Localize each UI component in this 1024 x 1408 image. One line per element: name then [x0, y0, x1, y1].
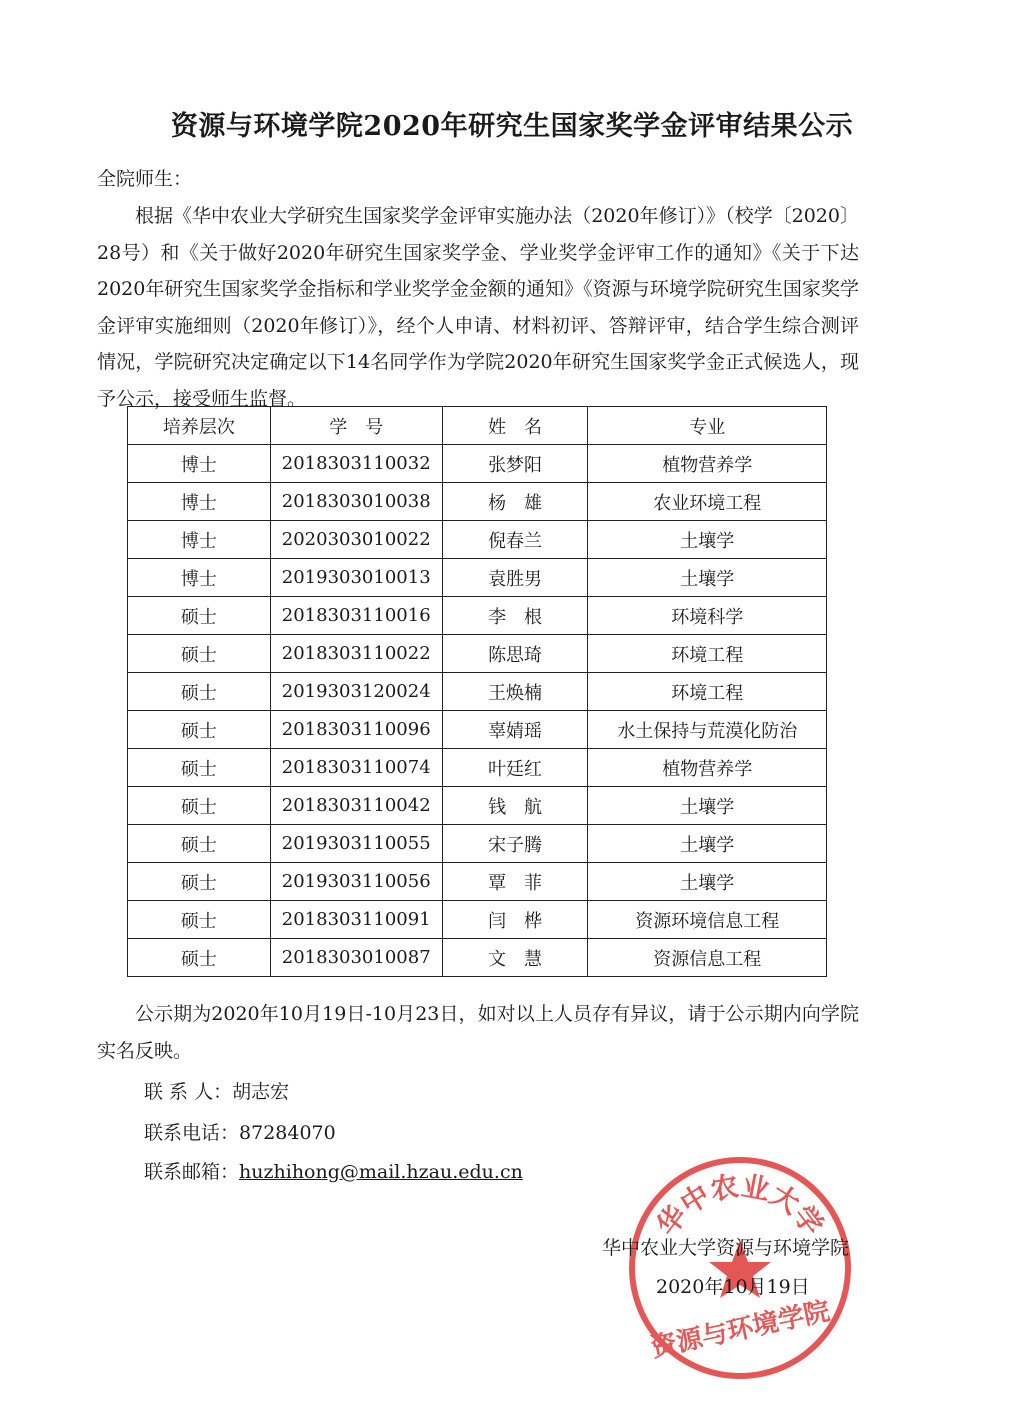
- table-row: [128, 559, 827, 597]
- cell-level: 硕士: [128, 597, 271, 635]
- cell-major: 土壤学: [588, 559, 827, 597]
- cell-name: 袁胜男: [442, 559, 588, 597]
- cell-student-id: 2018303110096: [270, 711, 442, 749]
- contact-email-label: 联系邮箱：: [144, 1161, 240, 1183]
- cell-student-id: 2019303110056: [270, 863, 442, 901]
- cell-student-id: 2019303110055: [270, 825, 442, 863]
- cell-level: 博士: [128, 445, 271, 483]
- cell-name: 张梦阳: [442, 445, 588, 483]
- cell-name: 倪春兰: [442, 521, 588, 559]
- table-row: [128, 749, 827, 787]
- table-row: [128, 939, 827, 977]
- official-seal: [620, 1148, 860, 1388]
- notice-paragraph: 公示期为2020年10月19日-10月23日，如对以上人员存有异议，请于公示期内向学院实名反映。: [97, 1003, 859, 1062]
- table-header-row: [128, 407, 827, 445]
- table-row: [128, 445, 827, 483]
- contact-phone-value: 87284070: [239, 1122, 336, 1144]
- cell-name: 王焕楠: [442, 673, 588, 711]
- cell-student-id: 2019303010013: [270, 559, 442, 597]
- cell-major: 植物营养学: [588, 445, 827, 483]
- contact-phone-label: 联系电话：: [144, 1122, 240, 1144]
- cell-name: 李 根: [442, 597, 588, 635]
- table-row: [128, 863, 827, 901]
- cell-major: 环境科学: [588, 597, 827, 635]
- cell-name: 覃 菲: [442, 863, 588, 901]
- cell-name: 闫 桦: [442, 901, 588, 939]
- cell-level: 博士: [128, 521, 271, 559]
- cell-student-id: 2018303110091: [270, 901, 442, 939]
- cell-level: 硕士: [128, 863, 271, 901]
- table-row: [128, 787, 827, 825]
- cell-name: 文 慧: [442, 939, 588, 977]
- cell-name: 辜婧瑶: [442, 711, 588, 749]
- table-row: [128, 635, 827, 673]
- cell-student-id: 2020303010022: [270, 521, 442, 559]
- table-row: [128, 825, 827, 863]
- seal-top-textpath: 华中农业大学: [650, 1169, 830, 1242]
- seal-bottom-text: 资源与环境学院: [648, 1296, 833, 1364]
- cell-major: 水土保持与荒漠化防治: [588, 711, 827, 749]
- cell-name: 叶廷红: [442, 749, 588, 787]
- cell-level: 博士: [128, 483, 271, 521]
- cell-major: 资源环境信息工程: [588, 901, 827, 939]
- cell-level: 硕士: [128, 825, 271, 863]
- table-row: [128, 901, 827, 939]
- cell-level: 硕士: [128, 673, 271, 711]
- contact-phone: [144, 1118, 336, 1145]
- table-row: [128, 483, 827, 521]
- signature-date: 2020年10月19日: [656, 1276, 810, 1298]
- cell-student-id: 2018303010087: [270, 939, 442, 977]
- contact-email: [144, 1157, 523, 1184]
- cell-major: 土壤学: [588, 787, 827, 825]
- intro-paragraph: 根据《华中农业大学研究生国家奖学金评审实施办法（2020年修订）》（校学〔2020〕28号）和《关于做好2020年研究生国家奖学金、学业奖学金评审工作的通知》《关于下达2020年研究生国家奖学金指标和学业奖学金金额的通知》《资源与环境学院研究生国家奖学金评审实施细则（2020年修订）》，经个人申请、材料初评、答辩评审，结合学生综合测评情况，学院研究决定确定以下14名同学作为学院2020年研究生国家奖学金正式候选人，现予公示，接受师生监督。: [97, 205, 859, 410]
- cell-student-id: 2018303110016: [270, 597, 442, 635]
- cell-level: 硕士: [128, 711, 271, 749]
- cell-major: 土壤学: [588, 521, 827, 559]
- cell-level: 博士: [128, 559, 271, 597]
- cell-major: 植物营养学: [588, 749, 827, 787]
- cell-major: 土壤学: [588, 863, 827, 901]
- cell-student-id: 2018303110032: [270, 445, 442, 483]
- cell-major: 土壤学: [588, 825, 827, 863]
- cell-student-id: 2018303110042: [270, 787, 442, 825]
- cell-student-id: 2018303010038: [270, 483, 442, 521]
- cell-name: 钱 航: [442, 787, 588, 825]
- cell-level: 硕士: [128, 939, 271, 977]
- header-name: 姓 名: [442, 407, 588, 445]
- header-student-id: 学 号: [270, 407, 442, 445]
- contact-person-label: 联 系 人：: [144, 1081, 233, 1103]
- signature-org: 华中农业大学资源与环境学院: [602, 1237, 850, 1259]
- cell-major: 资源信息工程: [588, 939, 827, 977]
- salutation: 全院师生：: [97, 168, 193, 190]
- contact-email-link[interactable]: huzhihong@mail.hzau.edu.cn: [239, 1161, 523, 1183]
- cell-name: 杨 雄: [442, 483, 588, 521]
- table-row: [128, 711, 827, 749]
- table-row: [128, 597, 827, 635]
- cell-name: 陈思琦: [442, 635, 588, 673]
- cell-major: 农业环境工程: [588, 483, 827, 521]
- header-major: 专业: [588, 407, 827, 445]
- cell-level: 硕士: [128, 749, 271, 787]
- table-row: [128, 673, 827, 711]
- candidate-table: [127, 406, 827, 977]
- cell-student-id: 2019303120024: [270, 673, 442, 711]
- table-row: [128, 521, 827, 559]
- cell-major: 环境工程: [588, 635, 827, 673]
- cell-major: 环境工程: [588, 673, 827, 711]
- cell-name: 宋子腾: [442, 825, 588, 863]
- cell-level: 硕士: [128, 901, 271, 939]
- contact-person-value: 胡志宏: [232, 1081, 290, 1103]
- page-title: 资源与环境学院2020年研究生国家奖学金评审结果公示: [170, 111, 854, 142]
- cell-level: 硕士: [128, 787, 271, 825]
- header-level: 培养层次: [128, 407, 271, 445]
- cell-student-id: 2018303110074: [270, 749, 442, 787]
- cell-student-id: 2018303110022: [270, 635, 442, 673]
- cell-level: 硕士: [128, 635, 271, 673]
- contact-person: [144, 1077, 289, 1104]
